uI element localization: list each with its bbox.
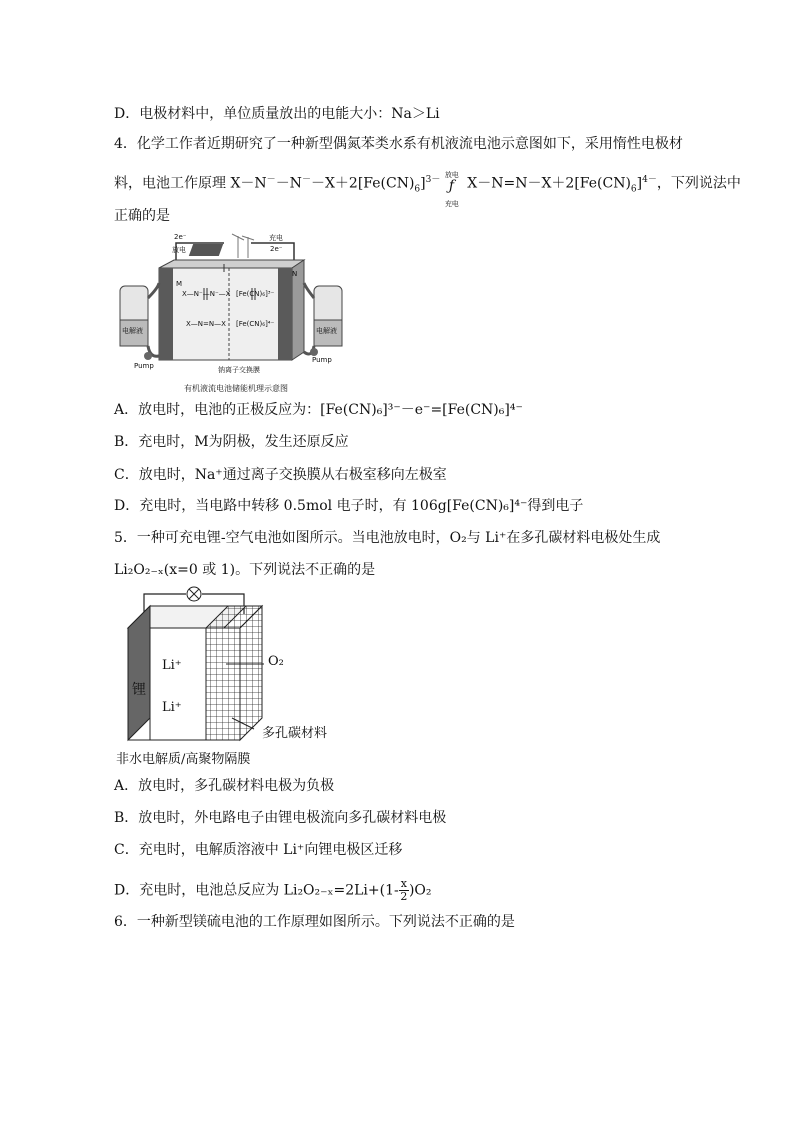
label-m: M [176, 280, 183, 288]
q5-option-d [114, 878, 432, 903]
electrolyte-right: 电解液 [316, 327, 337, 335]
membrane-label: 钠离子交换膜 [218, 366, 260, 374]
li-ion-label-1: Li⁺ [162, 658, 182, 673]
q3-option-d: D．电极材料中，单位质量放出的电能大小：Na＞Li [114, 106, 440, 122]
q4-stem-line1: 4．化学工作者近期研究了一种新型偶氮苯类水系有机液流电池示意图如下，采用惰性电极材 [114, 136, 683, 152]
pump-right: Pump [312, 356, 332, 364]
fraction-denominator: 2 [400, 890, 408, 903]
label-2e-left: 2e⁻ [174, 233, 187, 241]
right-top-species: [Fe(CN)₆]³⁻ [236, 290, 275, 298]
porous-carbon-label: 多孔碳材料 [262, 726, 328, 741]
q4-formula-part: ，下列说法中 [656, 175, 741, 192]
q5-option-d-part: )O₂ [408, 882, 432, 899]
membrane-label: 非水电解质/高聚物隔膜 [116, 752, 251, 767]
q4-formula-part: 料，电池工作原理 X－N [114, 175, 267, 192]
pump-left: Pump [134, 362, 154, 370]
left-top-species: X—N⁻—N⁻—X [182, 290, 231, 298]
q5-option-d-part: D．充电时，电池总反应为 Li₂O₂₋ₓ=2Li+(1- [114, 882, 399, 899]
li-air-battery-diagram [114, 584, 334, 770]
q5-option-a: A．放电时，多孔碳材料电极为负极 [114, 778, 335, 794]
q4-formula-part: －N [275, 175, 302, 192]
li-ion-label-2: Li⁺ [162, 700, 182, 715]
q4-formula-part: ] [420, 175, 426, 192]
q4-stem-line3: 正确的是 [114, 208, 170, 224]
q4-option-c: C．放电时，Na⁺通过离子交换膜从右极室移向左极室 [114, 467, 447, 483]
q5-stem-line1: 5．一种可充电锂-空气电池如图所示。当电池放电时，O₂与 Li⁺在多孔碳材料电极处生成 [114, 530, 661, 546]
reversible-arrow: 放电 ƒ 充电 [445, 174, 463, 194]
q4-formula-part: X－N=N－X＋2[Fe(CN) [467, 175, 631, 192]
label-charge: 充电 [269, 234, 283, 242]
q4-option-b: B．充电时，M为阴极，发生还原反应 [114, 434, 349, 450]
fraction [399, 878, 409, 903]
q4-stem-line2: 料，电池工作原理 $X-N^--N^--X+2[Fe(CN)_6]^{3-}$ 放电 ƒ 充电 $X-N=N-X+2[Fe(CN)_6]^{4-}$，下列说法中 [114, 170, 741, 199]
q6-stem: 6．一种新型镁硫电池的工作原理如图所示。下列说法不正确的是 [114, 914, 515, 930]
q5-stem-line2: Li₂O₂₋ₓ(x=0 或 1)。下列说法不正确的是 [114, 562, 376, 578]
li-air-battery-figure [114, 584, 334, 770]
fraction-numerator: x [400, 877, 407, 890]
label-n: N [292, 270, 298, 278]
q4-formula-part: －X＋2[Fe(CN) [310, 175, 415, 192]
q4-option-d: D．充电时，当电路中转移 0.5mol 电子时，有 106g[Fe(CN)₆]⁴⁻得到电子 [114, 498, 584, 514]
q5-option-b: B．放电时，外电路电子由锂电极流向多孔碳材料电极 [114, 810, 447, 826]
arrow-label-charge: 充电 [444, 199, 459, 208]
label-2e-right: 2e⁻ [270, 245, 283, 253]
label-discharge: 放电 [172, 246, 186, 254]
flow-battery-figure [114, 228, 358, 398]
left-bottom-species: X—N=N—X [186, 320, 226, 328]
arrow-label-discharge: 放电 [444, 170, 459, 179]
electrolyte-left: 电解液 [122, 327, 143, 335]
figure-caption: 有机液流电池储能机理示意图 [184, 384, 288, 393]
q5-option-c: C．充电时，电解质溶液中 Li⁺向锂电极区迁移 [114, 842, 403, 858]
lithium-label: 锂 [132, 682, 146, 698]
q4-option-a: A．放电时，电池的正极反应为：[Fe(CN)₆]³⁻－e⁻=[Fe(CN)₆]⁴⁻ [114, 402, 523, 418]
right-bottom-species: [Fe(CN)₆]⁴⁻ [236, 320, 275, 328]
q4-formula-part: ] [636, 175, 643, 192]
o2-label: O₂ [268, 654, 284, 669]
